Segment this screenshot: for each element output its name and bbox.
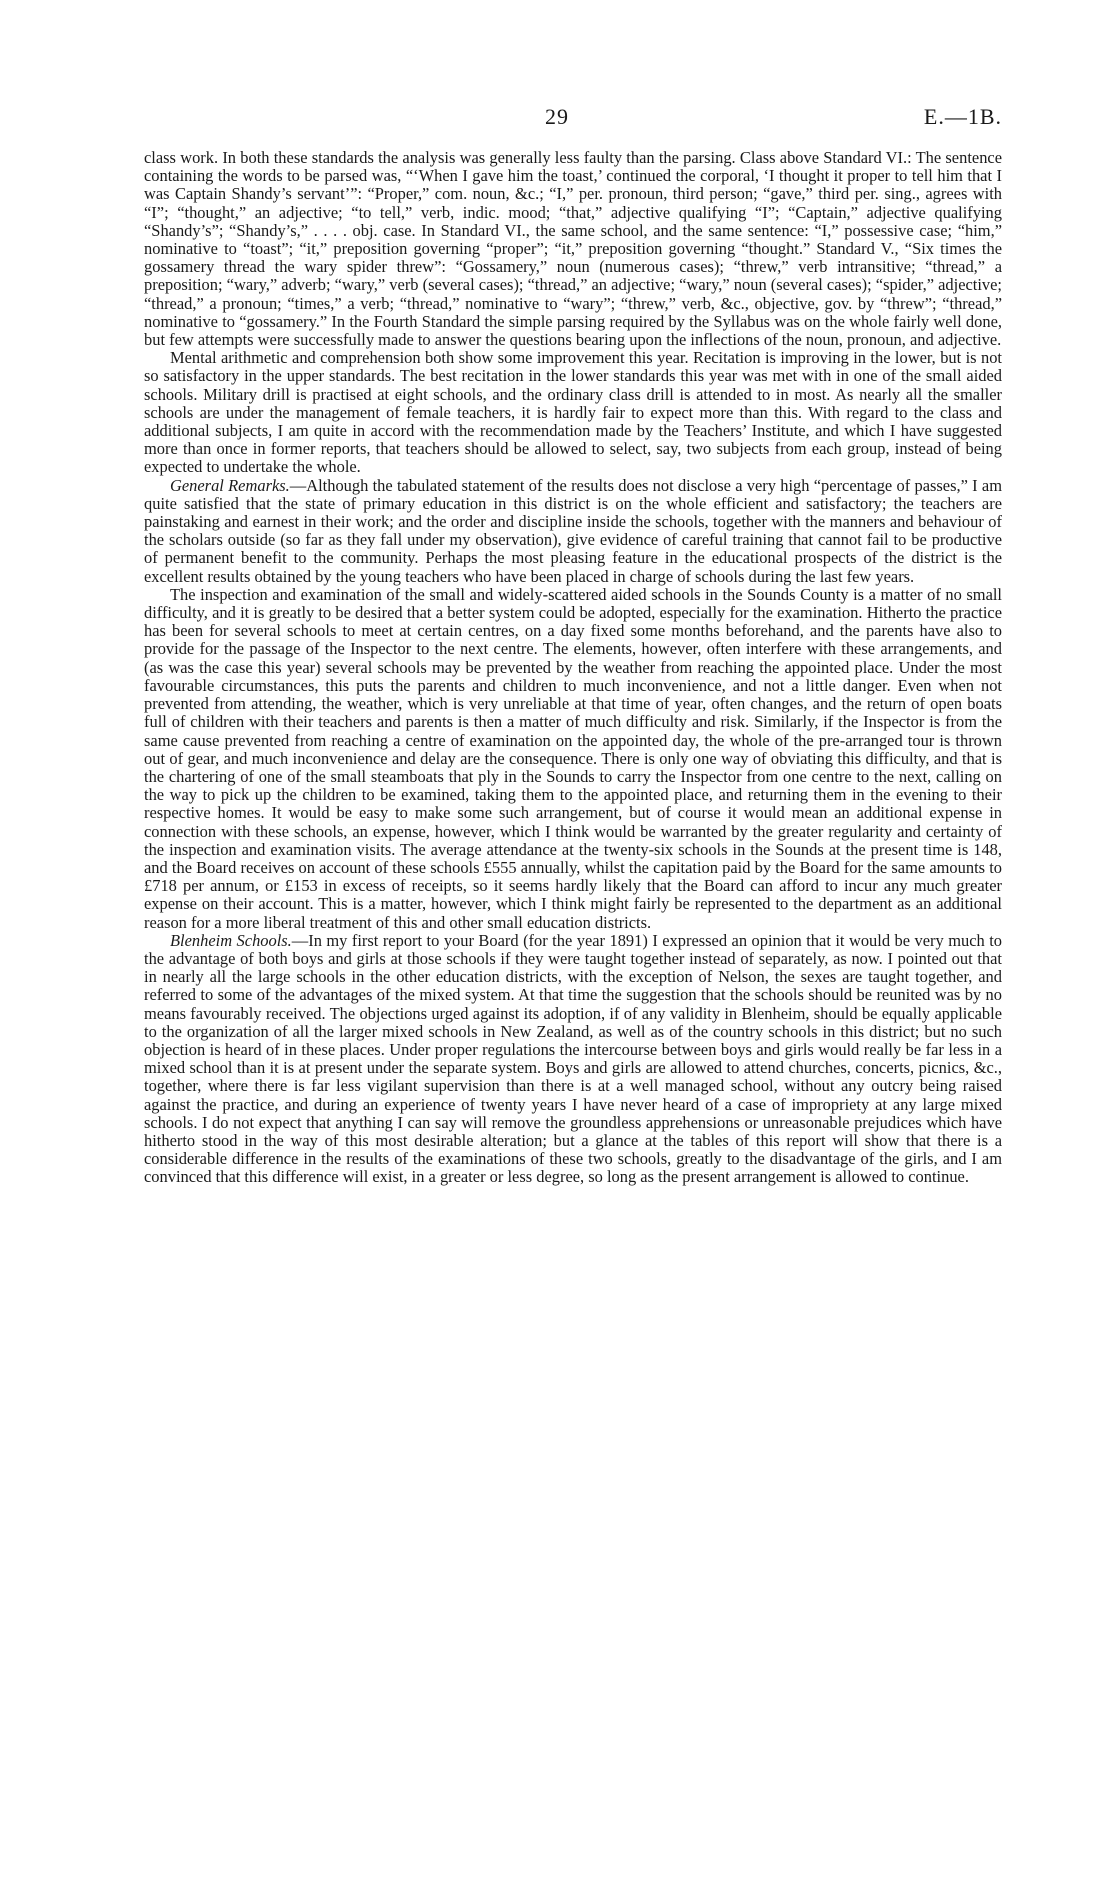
paragraph-text: —In my first report to your Board (for the year 1891) I expressed an opinion that it would be very much to the advantage of both boys and girls at those schools if they were taught together instead of separately, as now. I pointed out that in nearly all the large schools in the other education districts, with the exception of Nelson, the sexes are taught together, and referred to some of the advantages of the mixed system. At that time the suggestion that the schools should be reunited was by no means favourably received. The objections urged against its adoption, if of any validity in Blenheim, should be equally applicable to the organization of all the larger mixed schools in New Zealand, as well as of the country schools in this district; but no such objection is heard of in these places. Under proper regulations the intercourse between boys and girls would really be far less in a mixed school than it is at present under the separate system. Boys and girls are allowed to attend churches, concerts, picnics, &c., together, where there is far less vigilant supervision than there is at a well managed school, without any outcry being raised against the practice, and during an experience of twenty years I have never heard of a case of impropriety at any large mixed schools. I do not expect that anything I can say will remove the groundless apprehensions or unreasonable prejudices which have hitherto stood in the way of this most desirable alteration; but a glance at the tables of this report will show that there is a considerable difference in the results of the examinations of these two schools, greatly to the disadvantage of the girls, and I am convinced that this difference will exist, in a greater or less degree, so long as the present arrangement is allowed to continue. bbox=[144, 930, 1002, 1187]
paragraph-text: class work. In both these standards the analysis was generally less faulty than the parsing. Class above Standard VI.: The sentence containing the words to be parsed was, “‘When I gave him the toast,’ continued the corporal, ‘I thought it proper to tell him that I was Captain Shandy’s servant’”: “Proper,” com. noun, &c.; “I,” per. pronoun, third person; “gave,” third per. sing., agrees with “I”; “thought,” an adjective; “to tell,” verb, indic. mood; “that,” adjective qualifying “I”; “Captain,” adjective qualifying “Shandy’s”; “Shandy’s,” . . . . obj. case. In Standard VI., the same school, and the same sentence: “I,” possessive case; “him,” nominative to “toast”; “it,” preposition governing “proper”; “it,” preposition governing “thought.” Standard V., “Six times the gossamery thread the wary spider threw”: “Gossamery,” noun (numerous cases); “threw,” verb intransitive; “thread,” a preposition; “wary,” adverb; “wary,” verb (several cases); “thread,” an adjective; “wary,” noun (several cases); “spider,” adjective; “thread,” a pronoun; “times,” a verb; “thread,” nominative to “wary”; “threw,” verb, &c., objective, gov. by “threw”; “thread,” nominative to “gossamery.” In the Fourth Standard the simple parsing required by the Syllabus was on the whole fairly well done, but few attempts were successfully made to answer the questions bearing upon the inflections of the noun, pronoun, and adjective. bbox=[144, 148, 1002, 350]
section-heading: General Remarks. bbox=[170, 475, 290, 495]
paragraph-blenheim-schools bbox=[144, 932, 1002, 1187]
paragraph-mental-arithmetic bbox=[144, 349, 1002, 476]
paragraph-parsing-examples bbox=[144, 149, 1002, 349]
paragraph-text: —Although the tabulated statement of the results does not disclose a very high “percentage of passes,” I am quite satisfied that the state of primary education in this district is on the whole efficient and satisfactory; the teachers are painstaking and earnest in their work; and the order and discipline inside the schools, together with the manners and behaviour of the scholars outside (so far as they fall under my observation), give evidence of careful training that cannot fail to be productive of permanent benefit to the community. Perhaps the most pleasing feature in the educational prospects of the district is the excellent results obtained by the young teachers who have been placed in charge of schools during the last few years. bbox=[144, 475, 1002, 586]
paragraph-text: Mental arithmetic and comprehension both show some improvement this year. Recitation is improving in the lower, but is not so satisfactory in the upper standards. The best recitation in the lower standards this year was met with in one of the small aided schools. Military drill is practised at eight schools, and the ordinary class drill is attended to in most. As nearly all the smaller schools are under the management of female teachers, it is hardly fair to expect more than this. With regard to the class and additional subjects, I am quite in accord with the recommendation made by the Teachers’ Institute, and which I have suggested more than once in former reports, that teachers should be allowed to select, say, two subjects from each group, instead of being expected to undertake the whole. bbox=[144, 348, 1002, 477]
section-heading: Blenheim Schools. bbox=[170, 930, 292, 950]
paragraph-general-remarks bbox=[144, 477, 1002, 586]
paragraph-text: The inspection and examination of the small and widely-scattered aided schools in the Sounds County is a matter of no small difficulty, and it is greatly to be desired that a better system could be adopted, especially for the examination. Hitherto the practice has been for several schools to meet at certain centres, on a day fixed some months beforehand, and the parents have also to provide for the passage of the Inspector to the next centre. The elements, however, often interfere with these arrangements, and (as was the case this year) several schools may be prevented by the weather from reaching the appointed place. Under the most favourable circumstances, this puts the parents and children to much inconvenience, and not a little danger. Even when not prevented from attending, the weather, which is very unreliable at that time of year, often changes, and the return of open boats full of children with their teachers and parents is then a matter of much difficulty and risk. Similarly, if the Inspector is from the same cause prevented from reaching a centre of examination on the appointed day, the whole of the pre-arranged tour is thrown out of gear, and much inconvenience and delay are the consequence. There is only one way of obviating this difficulty, and that is the chartering of one of the small steamboats that ply in the Sounds to carry the Inspector from one centre to the next, calling on the way to pick up the children to be examined, taking them to the appointed place, and returning them in the evening to their respective homes. It would be easy to make some such arrangement, but of course it would mean an additional expense in connection with these schools, an expense, however, which I think would be warranted by the greater regularity and certainty of the inspection and examination visits. The average attendance at the twenty-six schools in the Sounds at the present time is 148, and the Board receives on account of these schools £555 annually, whilst the capitation paid by the Board for the same amounts to £718 per annum, or £153 in excess of receipts, so it seems hardly likely that the Board can afford to incur any much greater expense on their account. This is a matter, however, which I think might fairly be represented to the department as an additional reason for a more liberal treatment of this and other small education districts. bbox=[144, 584, 1002, 932]
document-reference: E.—1B. bbox=[923, 104, 1002, 129]
body-text bbox=[144, 149, 1002, 1187]
page-number: 29 bbox=[545, 104, 569, 129]
paragraph-sounds-schools bbox=[144, 586, 1002, 932]
